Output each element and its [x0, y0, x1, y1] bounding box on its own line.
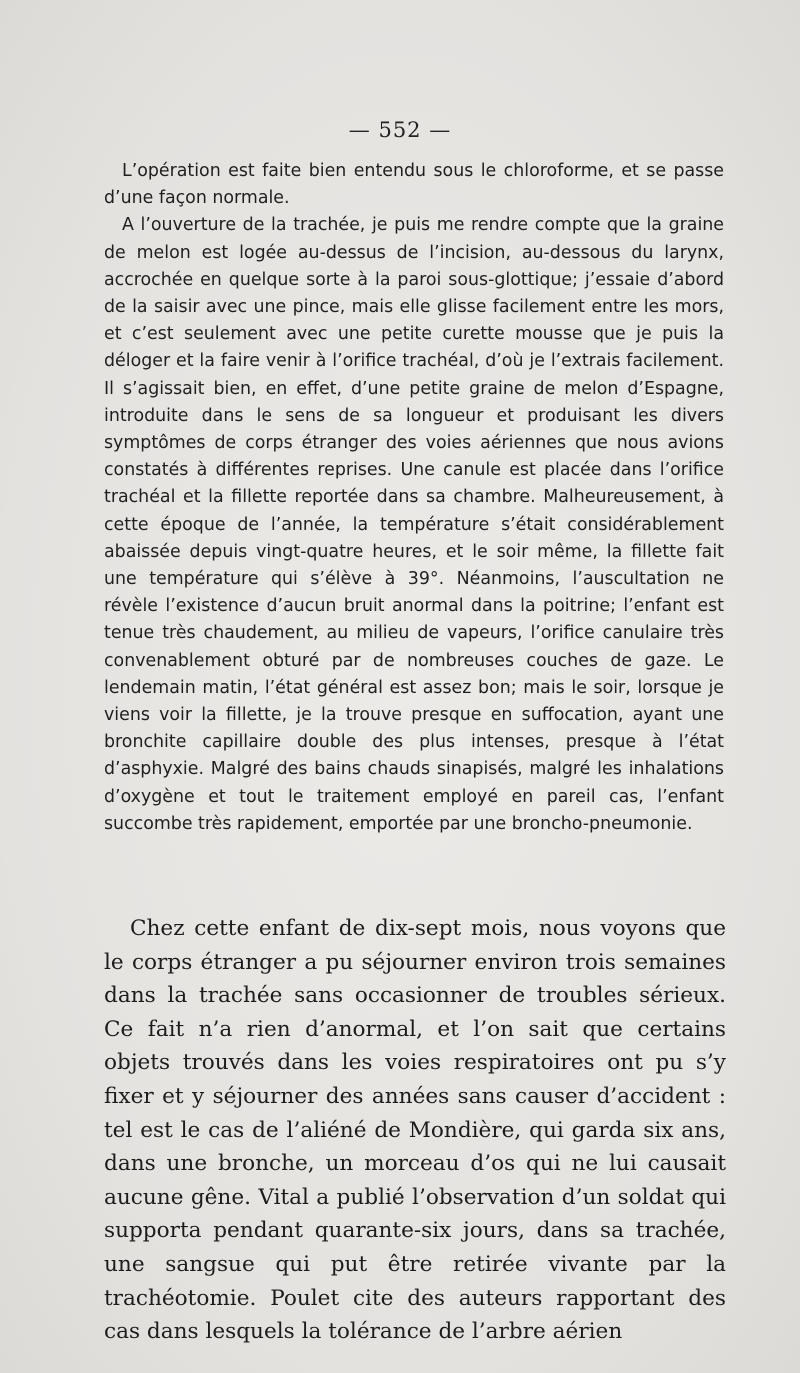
case-report-block [104, 158, 724, 838]
main-paragraph-1: Chez cette enfant de dix-sept mois, nous voyons que le corps étranger a pu séjourner environ trois semaines dans la trachée sans occasionner de troubles sérieux. Ce fait n’a rien d’anormal, et l’on sait que certains objets trouvés dans les voies respiratoires ont pu s’y fixer et y séjourner des années sans causer d’accident : tel est le cas de l’aliéné de Mondière, qui garda six ans, dans une bronche, un morceau d’os qui ne lui causait aucune gêne. Vital a publié l’observation d’un soldat qui supporta pendant quarante-six jours, dans sa trachée, une sangsue qui put être retirée vivante par la trachéotomie. Poulet cite des auteurs rapportant des cas dans lesquels la tolérance de l’arbre aérien [104, 916, 726, 1345]
page-number: — 552 — [348, 118, 452, 142]
main-text-block [104, 912, 726, 1349]
note-paragraph-1: L’opération est faite bien entendu sous le chloroforme, et se passe d’une façon normale. [104, 161, 724, 209]
note-paragraph-2: A l’ouverture de la trachée, je puis me rendre compte que la graine de melon est logée au-dessus de l’incision, au-dessous du larynx, accrochée en quelque sorte à la paroi sous-glottique; j’essaie d’abord de la saisir avec une pince, mais elle glisse facilement entre les mors, et c’est seulement avec une petite curette mousse que je puis la déloger et la faire venir à l’orifice trachéal, d’où je l’extrais facilement. Il s’agissait bien, en effet, d’une petite graine de melon d’Espagne, introduite dans le sens de sa longueur et produisant les divers symptômes de corps étranger des voies aériennes que nous avions constatés à différentes reprises. Une canule est placée dans l’orifice trachéal et la fillette reportée dans sa chambre. Malheureusement, à cette époque de l’année, la température s’était considérablement abaissée depuis vingt-quatre heures, et le soir même, la fillette fait une température qui s’élève à 39°. Néanmoins, l’auscultation ne révèle l’existence d’aucun bruit anormal dans la poitrine; l’enfant est tenue très chaudement, au milieu de vapeurs, l’orifice canulaire très convenablement obturé par de nombreuses couches de gaze. Le lendemain matin, l’état général est assez bon; mais le soir, lorsque je viens voir la fillette, je la trouve presque en suffocation, ayant une bronchite capillaire double des plus intenses, presque à l’état d’asphyxie. Malgré des bains chauds sinapisés, malgré les inhalations d’oxygène et tout le traitement employé en pareil cas, l’enfant succombe très rapidement, emportée par une broncho-pneumonie. [104, 215, 724, 834]
